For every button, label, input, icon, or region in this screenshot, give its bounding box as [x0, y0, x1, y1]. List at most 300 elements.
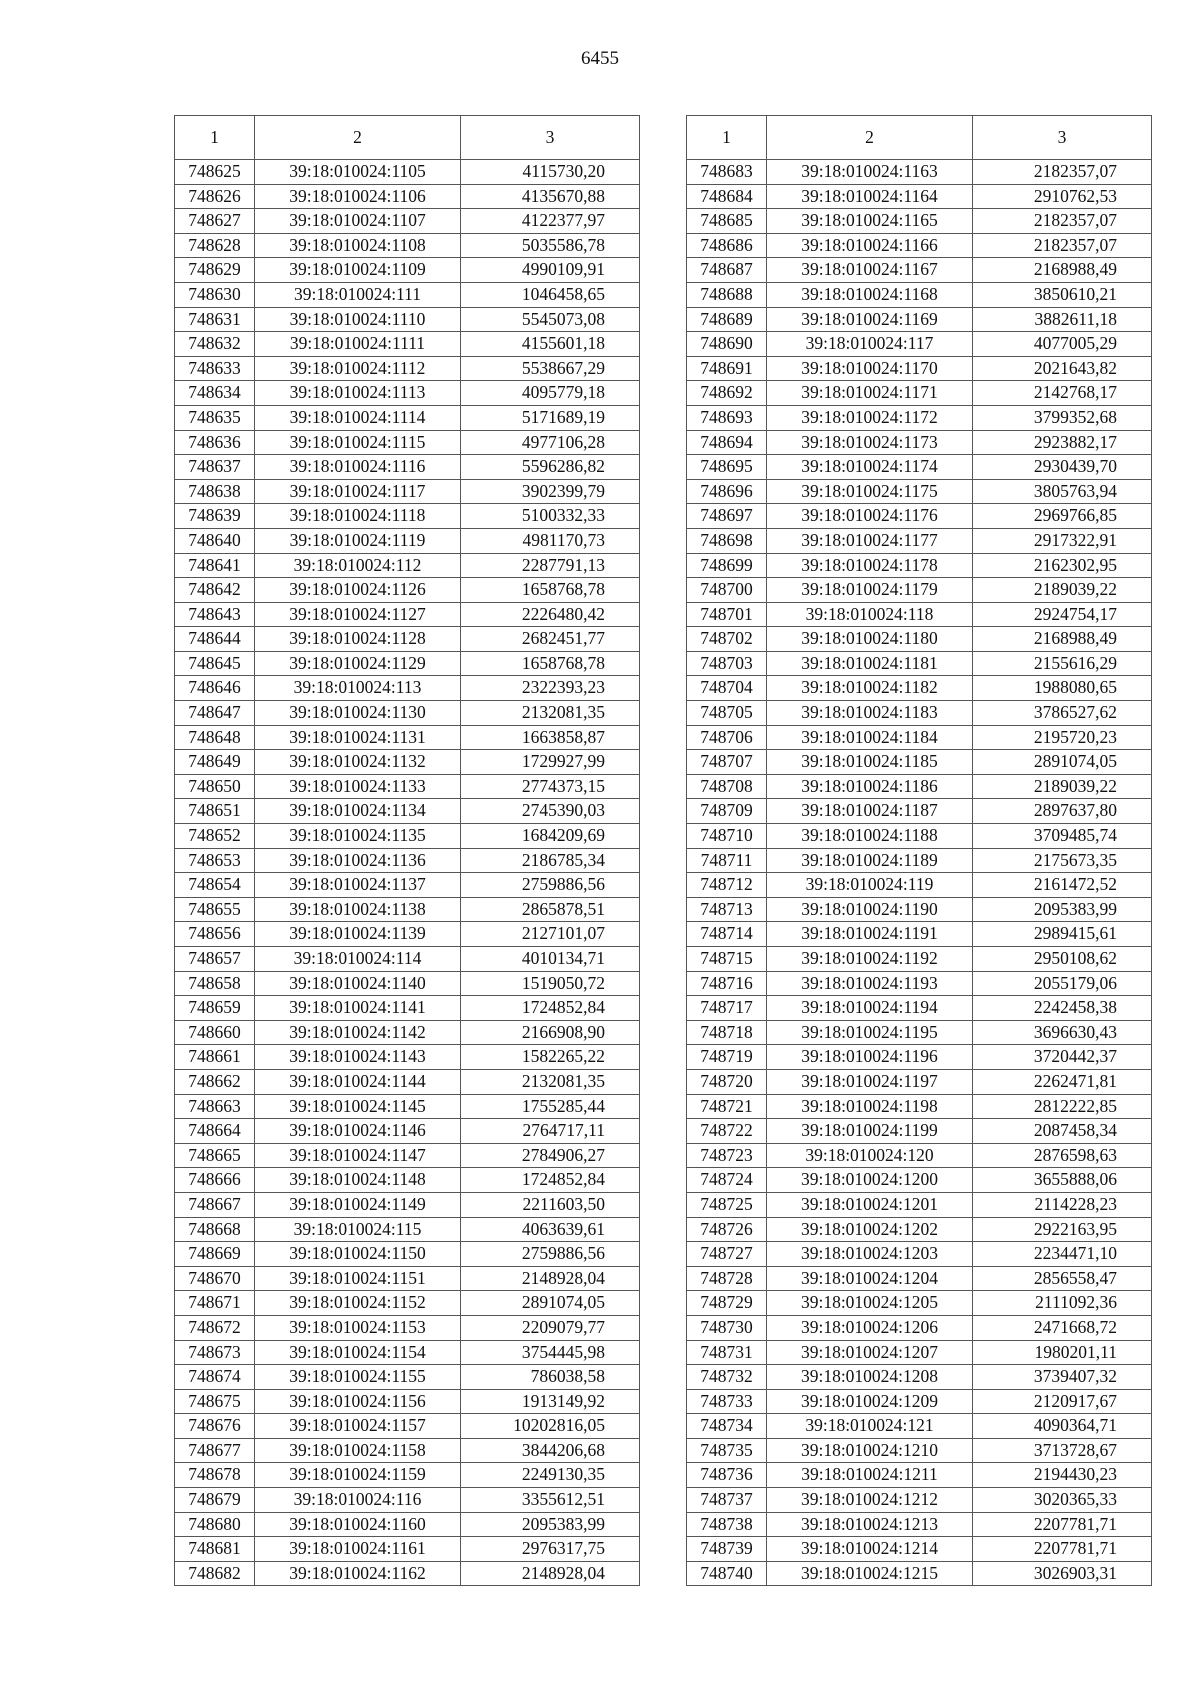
table-row	[687, 209, 1152, 234]
cadastral-number-cell: 39:18:010024:1170	[767, 356, 973, 381]
table-row	[687, 233, 1152, 258]
table-row	[687, 1168, 1152, 1193]
table-row	[175, 996, 640, 1021]
cadastral-number-cell: 39:18:010024:1151	[255, 1266, 461, 1291]
table-row	[175, 873, 640, 898]
value-cell: 1729927,99	[461, 750, 640, 775]
value-cell: 2111092,36	[973, 1291, 1152, 1316]
row-number-cell: 748660	[175, 1020, 255, 1045]
table-row	[687, 1365, 1152, 1390]
row-number-cell: 748717	[687, 996, 767, 1021]
cadastral-number-cell: 39:18:010024:1204	[767, 1266, 973, 1291]
value-cell: 3026903,31	[973, 1561, 1152, 1586]
table-row	[687, 578, 1152, 603]
cadastral-number-cell: 39:18:010024:1130	[255, 701, 461, 726]
table-row	[175, 405, 640, 430]
value-cell: 2194430,23	[973, 1463, 1152, 1488]
cadastral-number-cell: 39:18:010024:121	[767, 1414, 973, 1439]
cadastral-number-cell: 39:18:010024:1205	[767, 1291, 973, 1316]
table-row	[687, 848, 1152, 873]
cadastral-number-cell: 39:18:010024:1187	[767, 799, 973, 824]
row-number-cell: 748663	[175, 1094, 255, 1119]
value-cell: 1988080,65	[973, 676, 1152, 701]
table-row	[687, 528, 1152, 553]
value-cell: 2148928,04	[461, 1561, 640, 1586]
row-number-cell: 748694	[687, 430, 767, 455]
value-cell: 2471668,72	[973, 1315, 1152, 1340]
cadastral-number-cell: 39:18:010024:1211	[767, 1463, 973, 1488]
cadastral-number-cell: 39:18:010024:1142	[255, 1020, 461, 1045]
table-row	[175, 1340, 640, 1365]
row-number-cell: 748718	[687, 1020, 767, 1045]
table-row	[687, 627, 1152, 652]
cadastral-number-cell: 39:18:010024:1108	[255, 233, 461, 258]
cadastral-number-cell: 39:18:010024:1112	[255, 356, 461, 381]
row-number-cell: 748681	[175, 1537, 255, 1562]
row-number-cell: 748684	[687, 184, 767, 209]
table-row	[175, 922, 640, 947]
row-number-cell: 748629	[175, 258, 255, 283]
row-number-cell: 748628	[175, 233, 255, 258]
value-cell: 4135670,88	[461, 184, 640, 209]
column-header-1: 1	[175, 116, 255, 160]
row-number-cell: 748645	[175, 651, 255, 676]
column-header-3: 3	[461, 116, 640, 160]
value-cell: 3844206,68	[461, 1438, 640, 1463]
row-number-cell: 748652	[175, 824, 255, 849]
value-cell: 10202816,05	[461, 1414, 640, 1439]
table-row	[175, 504, 640, 529]
row-number-cell: 748722	[687, 1119, 767, 1144]
row-number-cell: 748719	[687, 1045, 767, 1070]
table-row	[687, 1537, 1152, 1562]
value-cell: 2162302,95	[973, 553, 1152, 578]
table-row	[687, 430, 1152, 455]
table-row	[175, 332, 640, 357]
table-row	[687, 553, 1152, 578]
row-number-cell: 748631	[175, 307, 255, 332]
row-number-cell: 748738	[687, 1512, 767, 1537]
value-cell: 3655888,06	[973, 1168, 1152, 1193]
value-cell: 5596286,82	[461, 455, 640, 480]
value-cell: 3355612,51	[461, 1488, 640, 1513]
row-number-cell: 748653	[175, 848, 255, 873]
cadastral-number-cell: 39:18:010024:1129	[255, 651, 461, 676]
value-cell: 2186785,34	[461, 848, 640, 873]
table-row	[175, 455, 640, 480]
cadastral-number-cell: 39:18:010024:1186	[767, 774, 973, 799]
row-number-cell: 748740	[687, 1561, 767, 1586]
cadastral-number-cell: 39:18:010024:1140	[255, 971, 461, 996]
value-cell: 2891074,05	[461, 1291, 640, 1316]
value-cell: 2242458,38	[973, 996, 1152, 1021]
cadastral-number-cell: 39:18:010024:1153	[255, 1315, 461, 1340]
value-cell: 2182357,07	[973, 233, 1152, 258]
cadastral-number-cell: 39:18:010024:113	[255, 676, 461, 701]
value-cell: 2856558,47	[973, 1266, 1152, 1291]
row-number-cell: 748724	[687, 1168, 767, 1193]
value-cell: 2249130,35	[461, 1463, 640, 1488]
cadastral-number-cell: 39:18:010024:1201	[767, 1192, 973, 1217]
cadastral-number-cell: 39:18:010024:1114	[255, 405, 461, 430]
value-cell: 4095779,18	[461, 381, 640, 406]
value-cell: 2189039,22	[973, 774, 1152, 799]
cadastral-number-cell: 39:18:010024:115	[255, 1217, 461, 1242]
value-cell: 2055179,06	[973, 971, 1152, 996]
value-cell: 1724852,84	[461, 1168, 640, 1193]
row-number-cell: 748672	[175, 1315, 255, 1340]
value-cell: 4122377,97	[461, 209, 640, 234]
table-row	[687, 1389, 1152, 1414]
cadastral-number-cell: 39:18:010024:1166	[767, 233, 973, 258]
row-number-cell: 748679	[175, 1488, 255, 1513]
cadastral-number-cell: 39:18:010024:114	[255, 947, 461, 972]
cadastral-number-cell: 39:18:010024:1168	[767, 282, 973, 307]
row-number-cell: 748723	[687, 1143, 767, 1168]
row-number-cell: 748627	[175, 209, 255, 234]
table-row	[175, 774, 640, 799]
table-row	[175, 479, 640, 504]
cadastral-number-cell: 39:18:010024:116	[255, 1488, 461, 1513]
row-number-cell: 748712	[687, 873, 767, 898]
value-cell: 786038,58	[461, 1365, 640, 1390]
row-number-cell: 748721	[687, 1094, 767, 1119]
cadastral-number-cell: 39:18:010024:1155	[255, 1365, 461, 1390]
cadastral-number-cell: 39:18:010024:1162	[255, 1561, 461, 1586]
cadastral-number-cell: 39:18:010024:1106	[255, 184, 461, 209]
row-number-cell: 748640	[175, 528, 255, 553]
value-cell: 2226480,42	[461, 602, 640, 627]
cadastral-number-cell: 39:18:010024:1150	[255, 1242, 461, 1267]
cadastral-number-cell: 39:18:010024:1127	[255, 602, 461, 627]
cadastral-number-cell: 39:18:010024:1145	[255, 1094, 461, 1119]
value-cell: 2287791,13	[461, 553, 640, 578]
cadastral-number-cell: 39:18:010024:1135	[255, 824, 461, 849]
table-row	[687, 1242, 1152, 1267]
row-number-cell: 748686	[687, 233, 767, 258]
value-cell: 3713728,67	[973, 1438, 1152, 1463]
cadastral-number-cell: 39:18:010024:1152	[255, 1291, 461, 1316]
table-row	[175, 1389, 640, 1414]
table-row	[687, 824, 1152, 849]
value-cell: 2182357,07	[973, 160, 1152, 185]
value-cell: 4977106,28	[461, 430, 640, 455]
value-cell: 2127101,07	[461, 922, 640, 947]
table-row	[687, 1291, 1152, 1316]
table-row	[687, 1561, 1152, 1586]
value-cell: 3709485,74	[973, 824, 1152, 849]
page-number: 6455	[581, 48, 619, 69]
cadastral-number-cell: 39:18:010024:117	[767, 332, 973, 357]
cadastral-number-cell: 39:18:010024:1110	[255, 307, 461, 332]
row-number-cell: 748661	[175, 1045, 255, 1070]
cadastral-number-cell: 39:18:010024:1192	[767, 947, 973, 972]
table-row	[175, 701, 640, 726]
value-cell: 2175673,35	[973, 848, 1152, 873]
column-header-1: 1	[687, 116, 767, 160]
table-row	[175, 1069, 640, 1094]
row-number-cell: 748658	[175, 971, 255, 996]
table-row	[175, 676, 640, 701]
row-number-cell: 748676	[175, 1414, 255, 1439]
row-number-cell: 748702	[687, 627, 767, 652]
row-number-cell: 748625	[175, 160, 255, 185]
value-cell: 1980201,11	[973, 1340, 1152, 1365]
table-row	[175, 1143, 640, 1168]
table-row	[687, 725, 1152, 750]
table-row	[175, 1168, 640, 1193]
value-cell: 3020365,33	[973, 1488, 1152, 1513]
value-cell: 2168988,49	[973, 258, 1152, 283]
cadastral-number-cell: 39:18:010024:1171	[767, 381, 973, 406]
table-row	[175, 209, 640, 234]
value-cell: 4077005,29	[973, 332, 1152, 357]
value-cell: 2969766,85	[973, 504, 1152, 529]
cadastral-number-cell: 39:18:010024:1105	[255, 160, 461, 185]
value-cell: 4115730,20	[461, 160, 640, 185]
cadastral-number-cell: 39:18:010024:1169	[767, 307, 973, 332]
cadastral-number-cell: 39:18:010024:1158	[255, 1438, 461, 1463]
value-cell: 2812222,85	[973, 1094, 1152, 1119]
cadastral-number-cell: 39:18:010024:1134	[255, 799, 461, 824]
table-row	[687, 356, 1152, 381]
table-row	[687, 774, 1152, 799]
cadastral-number-cell: 39:18:010024:118	[767, 602, 973, 627]
table-row	[687, 1020, 1152, 1045]
table-row	[687, 651, 1152, 676]
table-row	[175, 528, 640, 553]
row-number-cell: 748715	[687, 947, 767, 972]
value-cell: 2865878,51	[461, 897, 640, 922]
cadastral-number-cell: 39:18:010024:1141	[255, 996, 461, 1021]
table-row	[687, 160, 1152, 185]
row-number-cell: 748678	[175, 1463, 255, 1488]
cadastral-number-cell: 39:18:010024:1193	[767, 971, 973, 996]
column-header-2: 2	[255, 116, 461, 160]
table-row	[175, 1192, 640, 1217]
row-number-cell: 748641	[175, 553, 255, 578]
cadastral-number-cell: 39:18:010024:1197	[767, 1069, 973, 1094]
cadastral-number-cell: 39:18:010024:1165	[767, 209, 973, 234]
cadastral-number-cell: 39:18:010024:1208	[767, 1365, 973, 1390]
row-number-cell: 748726	[687, 1217, 767, 1242]
table-row	[687, 1438, 1152, 1463]
column-header-2: 2	[767, 116, 973, 160]
row-number-cell: 748705	[687, 701, 767, 726]
cadastral-number-cell: 39:18:010024:1207	[767, 1340, 973, 1365]
table-row	[687, 922, 1152, 947]
cadastral-number-cell: 39:18:010024:1194	[767, 996, 973, 1021]
row-number-cell: 748635	[175, 405, 255, 430]
row-number-cell: 748657	[175, 947, 255, 972]
cadastral-number-cell: 39:18:010024:1189	[767, 848, 973, 873]
row-number-cell: 748669	[175, 1242, 255, 1267]
row-number-cell: 748728	[687, 1266, 767, 1291]
row-number-cell: 748643	[175, 602, 255, 627]
table-row	[175, 307, 640, 332]
cadastral-number-cell: 39:18:010024:1138	[255, 897, 461, 922]
value-cell: 5100332,33	[461, 504, 640, 529]
cadastral-number-cell: 39:18:010024:1176	[767, 504, 973, 529]
row-number-cell: 748685	[687, 209, 767, 234]
table-row	[175, 1242, 640, 1267]
row-number-cell: 748697	[687, 504, 767, 529]
row-number-cell: 748671	[175, 1291, 255, 1316]
value-cell: 4981170,73	[461, 528, 640, 553]
value-cell: 1913149,92	[461, 1389, 640, 1414]
row-number-cell: 748655	[175, 897, 255, 922]
cadastral-number-cell: 39:18:010024:1107	[255, 209, 461, 234]
value-cell: 3799352,68	[973, 405, 1152, 430]
cadastral-number-cell: 39:18:010024:1146	[255, 1119, 461, 1144]
row-number-cell: 748662	[175, 1069, 255, 1094]
value-cell: 4090364,71	[973, 1414, 1152, 1439]
table-row	[687, 479, 1152, 504]
value-cell: 1663858,87	[461, 725, 640, 750]
table-row	[687, 258, 1152, 283]
table-row	[175, 824, 640, 849]
value-cell: 2923882,17	[973, 430, 1152, 455]
value-cell: 5035586,78	[461, 233, 640, 258]
row-number-cell: 748693	[687, 405, 767, 430]
cadastral-number-cell: 39:18:010024:1172	[767, 405, 973, 430]
row-number-cell: 748683	[687, 160, 767, 185]
row-number-cell: 748707	[687, 750, 767, 775]
value-cell: 3739407,32	[973, 1365, 1152, 1390]
row-number-cell: 748716	[687, 971, 767, 996]
row-number-cell: 748649	[175, 750, 255, 775]
value-cell: 2161472,52	[973, 873, 1152, 898]
row-number-cell: 748713	[687, 897, 767, 922]
row-number-cell: 748700	[687, 578, 767, 603]
row-number-cell: 748689	[687, 307, 767, 332]
value-cell: 2155616,29	[973, 651, 1152, 676]
cadastral-number-cell: 39:18:010024:1178	[767, 553, 973, 578]
cadastral-number-cell: 39:18:010024:1119	[255, 528, 461, 553]
table-row	[175, 1020, 640, 1045]
cadastral-number-cell: 39:18:010024:1128	[255, 627, 461, 652]
row-number-cell: 748695	[687, 455, 767, 480]
cadastral-number-cell: 39:18:010024:1202	[767, 1217, 973, 1242]
table-row	[175, 282, 640, 307]
value-cell: 2784906,27	[461, 1143, 640, 1168]
row-number-cell: 748638	[175, 479, 255, 504]
table-row	[687, 996, 1152, 1021]
table-row	[687, 332, 1152, 357]
cadastral-number-cell: 39:18:010024:111	[255, 282, 461, 307]
right-table	[686, 115, 1152, 1586]
cadastral-number-cell: 39:18:010024:1182	[767, 676, 973, 701]
cadastral-number-cell: 39:18:010024:1161	[255, 1537, 461, 1562]
table-row	[175, 897, 640, 922]
cadastral-number-cell: 39:18:010024:1180	[767, 627, 973, 652]
table-row	[687, 971, 1152, 996]
table-row	[175, 1463, 640, 1488]
value-cell: 2209079,77	[461, 1315, 640, 1340]
value-cell: 2095383,99	[973, 897, 1152, 922]
table-row	[687, 1217, 1152, 1242]
cadastral-number-cell: 39:18:010024:1149	[255, 1192, 461, 1217]
value-cell: 2182357,07	[973, 209, 1152, 234]
row-number-cell: 748659	[175, 996, 255, 1021]
cadastral-number-cell: 39:18:010024:1144	[255, 1069, 461, 1094]
cadastral-number-cell: 39:18:010024:1164	[767, 184, 973, 209]
cadastral-number-cell: 39:18:010024:1181	[767, 651, 973, 676]
table-row	[175, 725, 640, 750]
cadastral-number-cell: 39:18:010024:1198	[767, 1094, 973, 1119]
table-row	[175, 184, 640, 209]
row-number-cell: 748733	[687, 1389, 767, 1414]
cadastral-number-cell: 39:18:010024:1173	[767, 430, 973, 455]
row-number-cell: 748634	[175, 381, 255, 406]
value-cell: 2234471,10	[973, 1242, 1152, 1267]
table-row	[175, 160, 640, 185]
table-row	[175, 848, 640, 873]
table-row	[175, 258, 640, 283]
value-cell: 2930439,70	[973, 455, 1152, 480]
cadastral-number-cell: 39:18:010024:119	[767, 873, 973, 898]
row-number-cell: 748670	[175, 1266, 255, 1291]
cadastral-number-cell: 39:18:010024:1210	[767, 1438, 973, 1463]
table-row	[175, 1414, 640, 1439]
value-cell: 2211603,50	[461, 1192, 640, 1217]
row-number-cell: 748709	[687, 799, 767, 824]
column-header-3: 3	[973, 116, 1152, 160]
table-row	[175, 971, 640, 996]
cadastral-number-cell: 39:18:010024:1177	[767, 528, 973, 553]
cadastral-number-cell: 39:18:010024:1214	[767, 1537, 973, 1562]
table-row	[175, 233, 640, 258]
cadastral-number-cell: 39:18:010024:1183	[767, 701, 973, 726]
value-cell: 2322393,23	[461, 676, 640, 701]
table-row	[687, 1266, 1152, 1291]
cadastral-number-cell: 39:18:010024:1139	[255, 922, 461, 947]
table-row	[687, 1488, 1152, 1513]
cadastral-number-cell: 39:18:010024:1195	[767, 1020, 973, 1045]
row-number-cell: 748701	[687, 602, 767, 627]
value-cell: 3882611,18	[973, 307, 1152, 332]
table-row	[175, 553, 640, 578]
cadastral-number-cell: 39:18:010024:1148	[255, 1168, 461, 1193]
row-number-cell: 748732	[687, 1365, 767, 1390]
table-row	[687, 504, 1152, 529]
value-cell: 2989415,61	[973, 922, 1152, 947]
row-number-cell: 748639	[175, 504, 255, 529]
row-number-cell: 748667	[175, 1192, 255, 1217]
cadastral-number-cell: 39:18:010024:1143	[255, 1045, 461, 1070]
row-number-cell: 748665	[175, 1143, 255, 1168]
row-number-cell: 748710	[687, 824, 767, 849]
table-row	[175, 627, 640, 652]
header-row	[687, 116, 1152, 160]
row-number-cell: 748720	[687, 1069, 767, 1094]
table-row	[175, 356, 640, 381]
row-number-cell: 748654	[175, 873, 255, 898]
value-cell: 2168988,49	[973, 627, 1152, 652]
cadastral-number-cell: 39:18:010024:1174	[767, 455, 973, 480]
value-cell: 4155601,18	[461, 332, 640, 357]
row-number-cell: 748735	[687, 1438, 767, 1463]
table-row	[687, 1463, 1152, 1488]
table-row	[687, 282, 1152, 307]
row-number-cell: 748727	[687, 1242, 767, 1267]
cadastral-number-cell: 39:18:010024:1185	[767, 750, 973, 775]
table-row	[175, 381, 640, 406]
table-row	[175, 1045, 640, 1070]
value-cell: 2976317,75	[461, 1537, 640, 1562]
value-cell: 2148928,04	[461, 1266, 640, 1291]
cadastral-number-cell: 39:18:010024:1179	[767, 578, 973, 603]
